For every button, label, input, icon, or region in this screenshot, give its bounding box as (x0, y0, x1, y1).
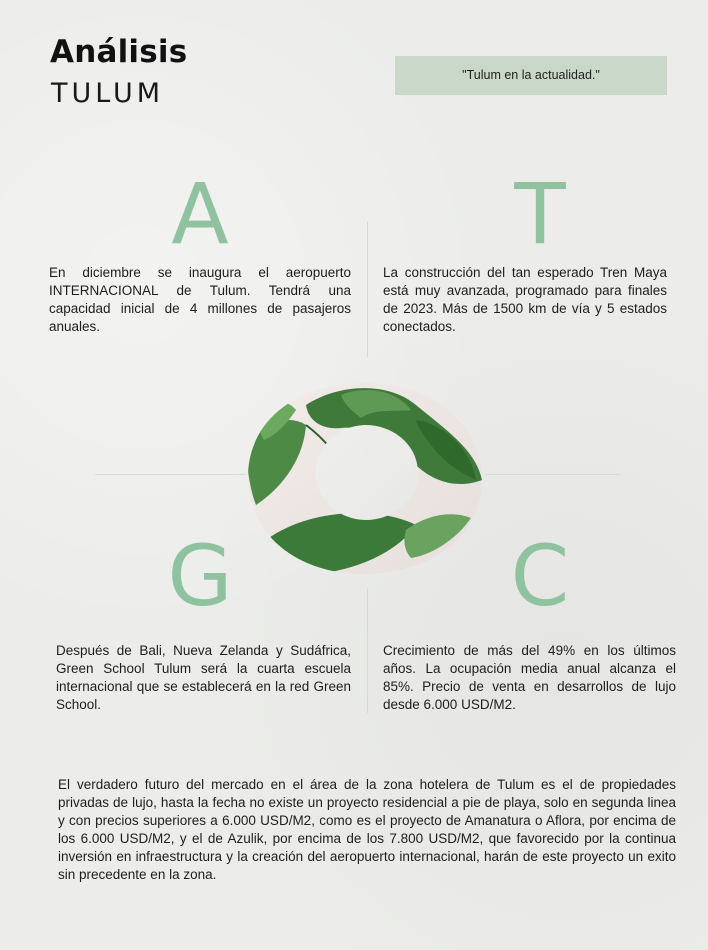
leaf-ring-photo (246, 380, 482, 574)
divider-horizontal-left (95, 474, 245, 475)
divider-vertical-top (367, 222, 368, 357)
section-t-text: La construcción del tan esperado Tren Maya está muy avanzada, programado para finales de 2023. Más de 1500 km de vía y 5 estados conectados. (383, 265, 667, 334)
footer-paragraph: El verdadero futuro del mercado en el área de la zona hotelera de Tulum es el de propiedades privadas de lujo, hasta la fecha no existe un proyecto residencial a pie de playa, solo en segunda linea y con precios superiores a 6.000 USD/M2, como es el proyecto de Amanatura o Aflora, por encima de los 6.000 USD/M2, y el de Azulik, por encima de los 7.800 USD/M2, que favorecido por la continua inversión en infraestructura y la creación del aeropuerto internacional, harán de este proyecto un exito sin precedente en la zona. (58, 777, 676, 882)
section-c-text: Crecimiento de más del 49% en los últimos años. La ocupación media anual alcanza el 85%. Precio de venta en desarrollos de lujo desde 6.000 USD/M2. (383, 643, 676, 712)
page-subtitle: TULUM (51, 78, 165, 109)
letter-c: C (510, 527, 570, 625)
quote-banner: "Tulum en la actualidad." (395, 56, 667, 95)
section-a-text: En diciembre se inaugura el aeropuerto INTERNACIONAL de Tulum. Tendrá una capacidad inicial de 4 millones de pasajeros anuales. (49, 265, 351, 334)
letter-t: T (514, 165, 566, 263)
letter-g: G (167, 527, 233, 625)
letter-a: A (171, 165, 229, 263)
section-g-text: Después de Bali, Nueva Zelanda y Sudáfrica, Green School Tulum será la cuarta escuela internacional que se establecerá en la red Green School. (56, 643, 351, 712)
divider-horizontal-right (485, 474, 620, 475)
page-title: Análisis (50, 34, 188, 70)
divider-vertical-bottom (367, 588, 368, 713)
